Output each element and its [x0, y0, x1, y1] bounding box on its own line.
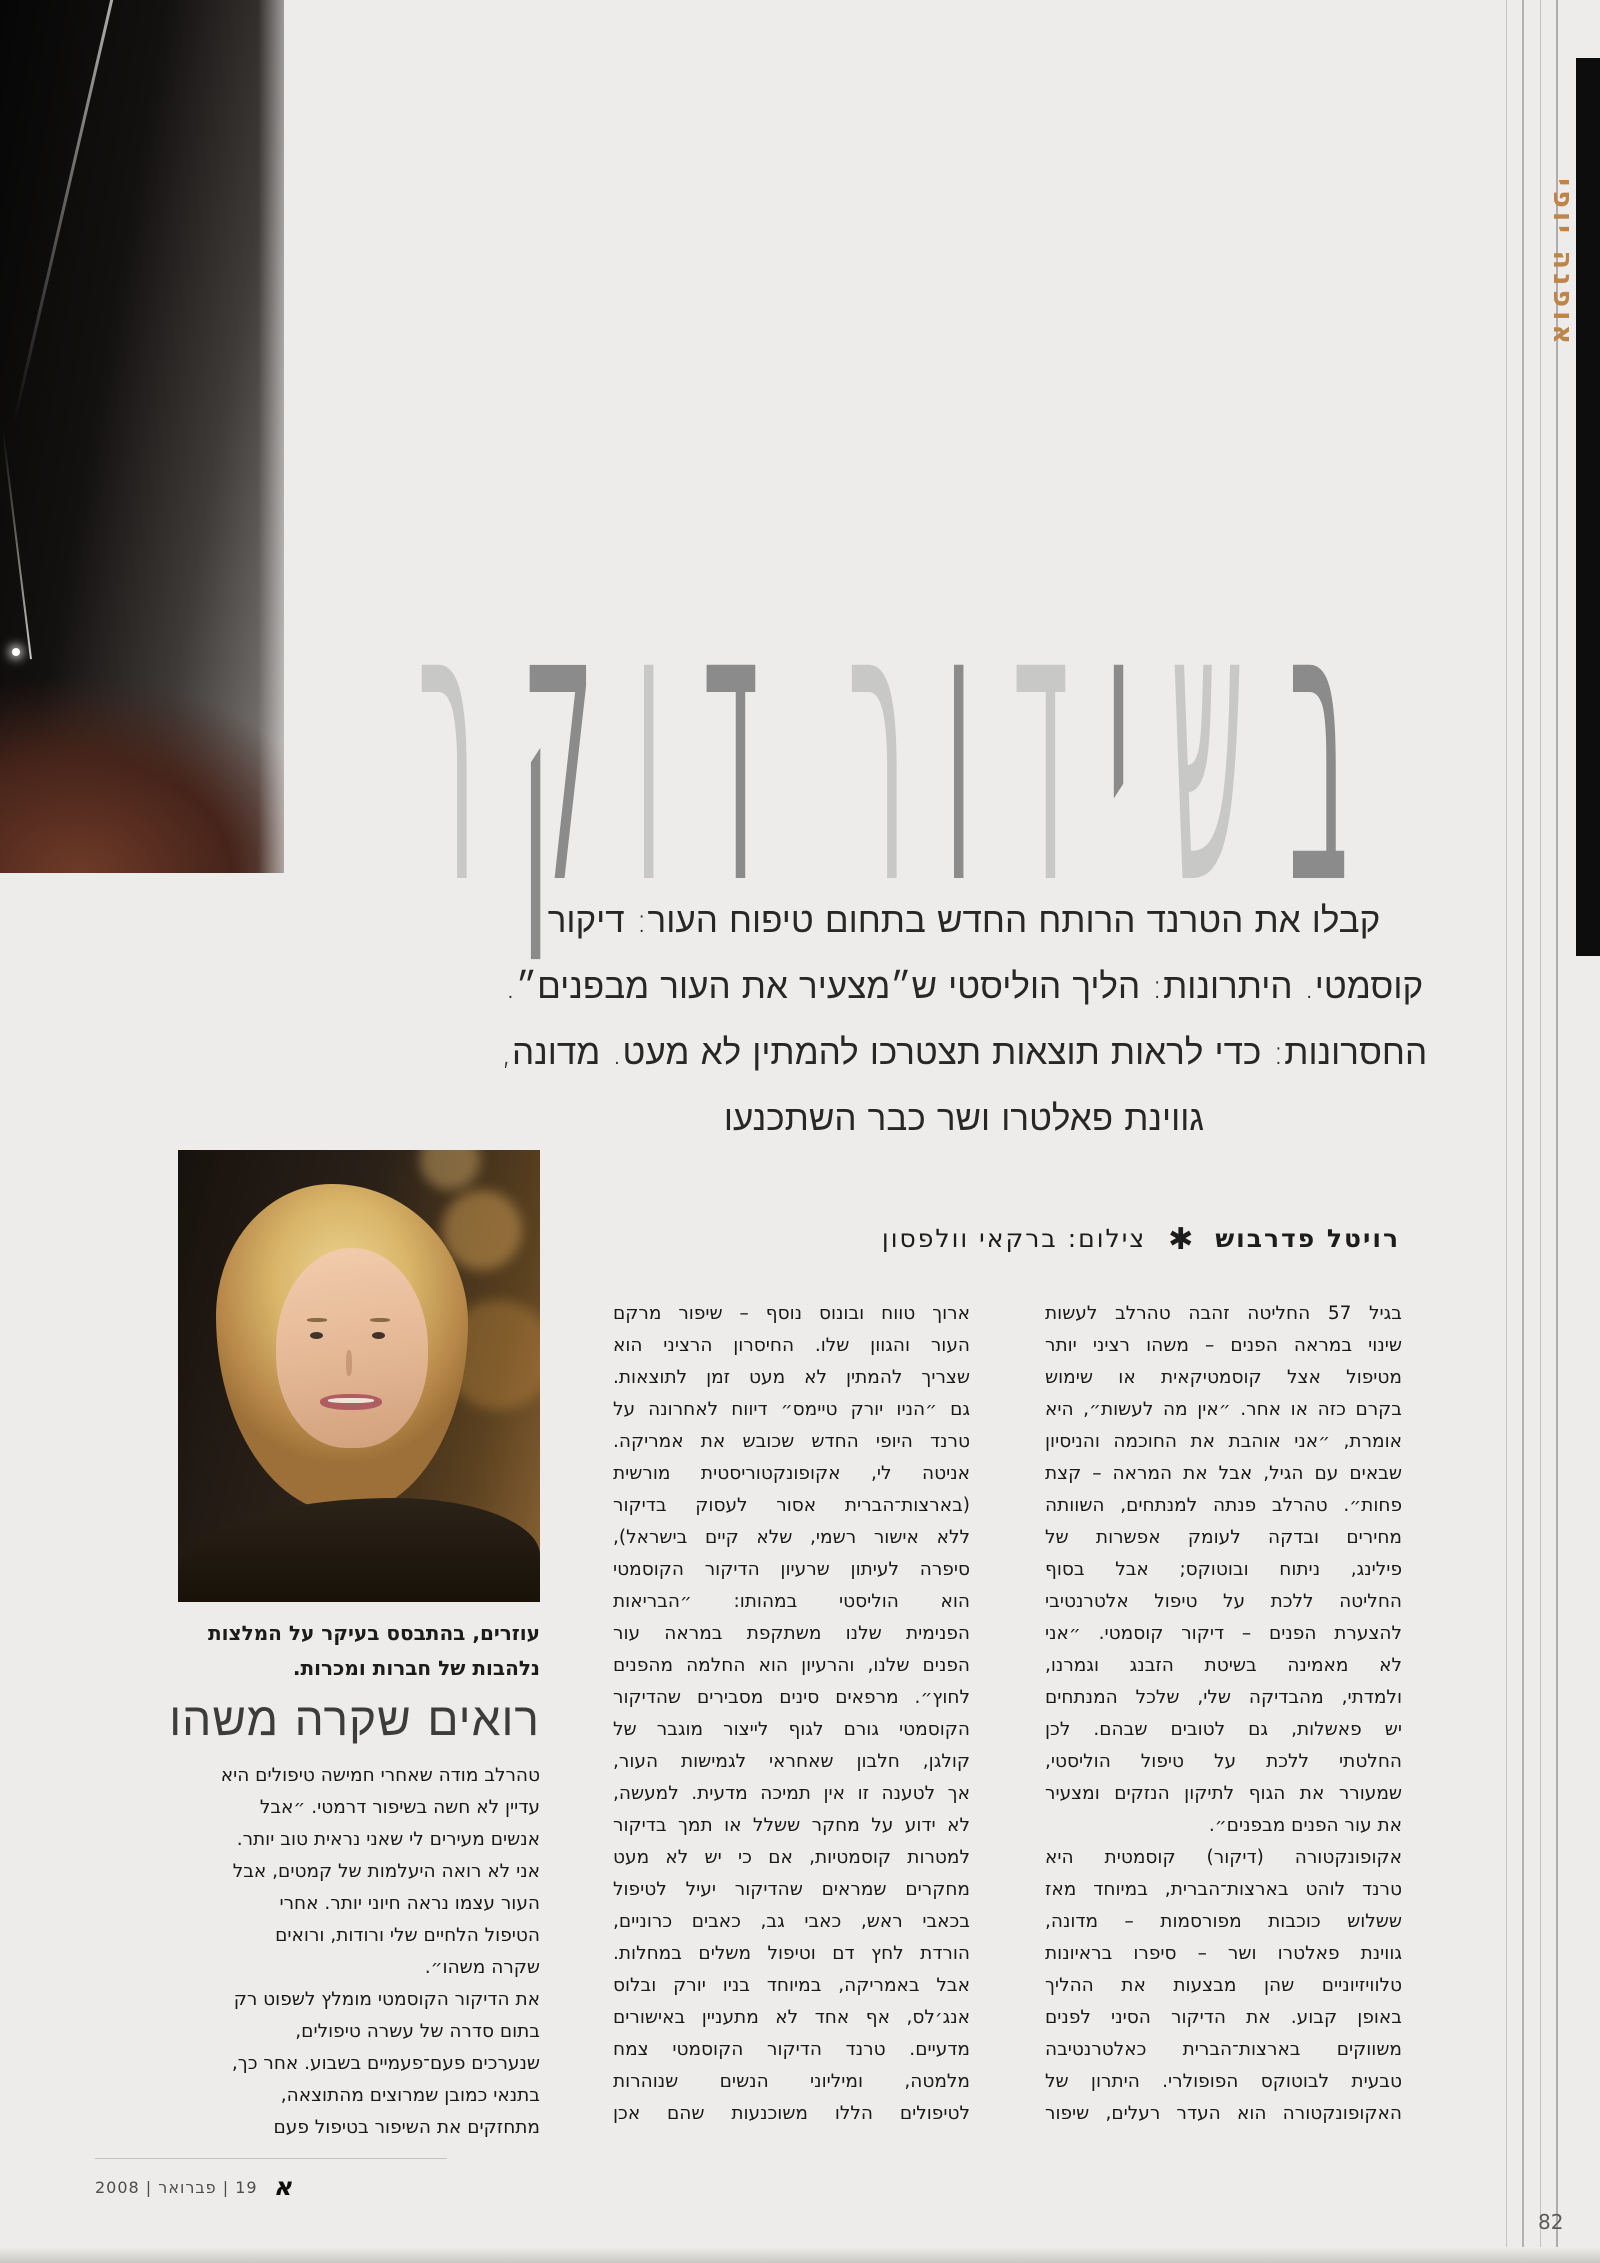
body-text-line: משווקים בארצות־הברית כאלטרנטיבה: [1045, 2039, 1402, 2060]
footer: [95, 2170, 357, 2199]
body-text-line: אבל באמריקה, במיוחד בניו יורק ובלוס: [613, 1975, 970, 1996]
body-text-line: בקרם כזה או אחר. ״אין מה לעשות״, היא: [1045, 1399, 1402, 1420]
caption-line: נלהבות של חברות ומכרות.: [292, 1656, 540, 1680]
body-text-line: פחות״. טהרלב פנתה למנתחים, השוותה: [1045, 1495, 1402, 1516]
body-text-line: שנערכים פעם־פעמיים בשבוע. אחר כך,: [231, 2053, 540, 2074]
body-text-line: טרנד לוהט בארצות־הברית, במיוחד מאז: [1045, 1879, 1402, 1900]
nose: [346, 1350, 352, 1376]
body-text-line: הטיפול הלחיים שלי ורודות, ורואים: [275, 1925, 540, 1946]
headline-letter: ר: [417, 515, 476, 971]
body-text-line: שקרה משהו״.: [424, 1957, 540, 1978]
body-text-line: אנשים מעירים לי שאני נראית טוב יותר.: [236, 1829, 540, 1850]
headline-letter: ר: [847, 515, 906, 971]
headline-letter: ו: [944, 515, 974, 971]
headline-letter: ב: [1288, 515, 1349, 971]
body-text-line: באופן קבוע. את הדיקור הסיני לפנים: [1045, 2007, 1402, 2028]
body-text-line: מדעיים. טרנד הדיקור הקוסמטי צמח: [613, 2039, 970, 2060]
body-text-line: מחקרים שמראים שהדיקור יעיל לטיפול: [613, 1879, 970, 1900]
sub-headline: רואים שקרה משהו: [169, 1692, 540, 1746]
needle-streak: [2, 431, 32, 660]
section-tab-vertical-text: אופנה יופי: [1547, 178, 1578, 348]
body-column-right: [1045, 1298, 1402, 2130]
light-streak: [12, 0, 118, 424]
body-text-line: שינוי במראה הפנים – משהו רציני יותר: [1045, 1335, 1402, 1356]
body-text-line: אך לטענה זו אין תמיכה מדעית. למעשה,: [613, 1783, 970, 1804]
body-text-line: מלמטה, ומיליוני הנשים שנוהרות: [613, 2071, 970, 2092]
byline: [700, 1220, 1400, 1255]
body-text-line: אנג׳לס, אף אחד לא מתעניין באישורים: [613, 2007, 970, 2028]
body-text-line: (בארצות־הברית אסור לעסוק בדיקור: [613, 1495, 970, 1516]
eye: [310, 1332, 323, 1339]
body-text-line: את עור הפנים מבפנים״.: [1208, 1815, 1402, 1836]
headline-letter: ק: [520, 515, 595, 971]
portrait-photo: [178, 1150, 540, 1602]
body-text-line: ששלוש כוכבות מפורסמות – מדונה,: [1045, 1911, 1402, 1932]
body-text-line: ארוך טווח ובונוס נוסף – שיפור מרקם: [613, 1303, 970, 1324]
headline-letter: י: [1106, 515, 1130, 971]
issue-date: 19 | פברואר | 2008: [95, 2178, 258, 2197]
magazine-logo: א: [273, 2172, 293, 2201]
body-text-line: החלטתי ללכת על טיפול הוליסטי,: [1045, 1751, 1402, 1772]
body-text-line: להצערת הפנים – דיקור קוסמטי. ״אני: [1045, 1623, 1402, 1644]
bokeh-light: [420, 1150, 480, 1190]
hair-shadow: [0, 643, 284, 873]
eyebrow: [307, 1318, 327, 1322]
page-curl-line: [1522, 0, 1524, 2263]
body-text-line: לא ידוע על מחקר ששלל או תמך בדיקור: [613, 1815, 970, 1836]
body-text-line: בגיל 57 החליטה זהבה טהרלב לעשות: [1045, 1303, 1402, 1324]
body-text-line: את הדיקור הקוסמטי מומלץ לשפוט רק: [233, 1989, 540, 2010]
body-text-line: הפנימית שלנו משתקפת במראה עור: [613, 1623, 970, 1644]
photo-caption: [182, 1616, 540, 1686]
headline-letter: ד: [1011, 515, 1069, 971]
body-text-line: אקופונקטורה (דיקור) קוסמטית היא: [1045, 1847, 1402, 1868]
caption-line: עוזרים, בהתבסס בעיקר על המלצות: [208, 1621, 540, 1645]
body-text-line: בתנאי כמובן שמרוצים מהתוצאה,: [280, 2085, 540, 2106]
body-text-line: אומרת, ״אני אוהבת את החוכמה והניסיון: [1045, 1431, 1402, 1452]
left-photo-strip: [0, 0, 284, 873]
body-text-line: בכאבי ראש, כאבי גב, כאבים כרוניים,: [613, 1911, 970, 1932]
body-text-line: למטרות קוסמטיות, אם כי יש לא מעט: [613, 1847, 970, 1868]
body-text-line: אני לא רואה היעלמות של קמטים, אבל: [232, 1861, 540, 1882]
subtitle-line: קבלו את הטרנד הרותח החדש בתחום טיפוח העור: דיקור: [547, 901, 1381, 941]
body-text-line: טהרלב מודה שאחרי חמישה טיפולים היא: [220, 1765, 540, 1786]
body-text-line: טלוויזיוניים שהן מבצעות את ההליך: [1045, 1975, 1402, 1996]
headline-letter: ש: [1169, 515, 1244, 971]
headline-letter: ד: [702, 515, 759, 971]
strip-fade: [258, 0, 284, 873]
body-text-line: לטיפולים הללו משוכנעות שהם אכן: [613, 2103, 970, 2124]
bokeh-light: [442, 1190, 522, 1270]
body-text-line: שצריך להמתין לא מעט זמן לתוצאות.: [613, 1367, 970, 1388]
body-text-line: העור עצמו נראה חיוני יותר. אחרי: [279, 1893, 540, 1914]
page-edge-shadow: [1576, 58, 1600, 956]
subtitle-line: קוסמטי. היתרונות: הליך הוליסטי ש״מצעיר את העור מבפנים״.: [504, 967, 1424, 1007]
eye: [372, 1332, 385, 1339]
body-text-line: לחוץ״. מרפאים סינים מסבירים שהדיקור: [613, 1687, 970, 1708]
body-text-line: עדיין לא חשה בשיפור דרמטי. ״אבל: [259, 1797, 540, 1818]
asterisk-icon: ✱: [1168, 1222, 1194, 1257]
page-bottom-shadow: [0, 2247, 1600, 2263]
subtitle: [420, 888, 1508, 1152]
body-text-line: טבעית לבוטוקס הפופולרי. היתרון של: [1045, 2071, 1402, 2092]
body-text-line: קולגן, חלבון שאחראי לגמישות העור,: [613, 1751, 970, 1772]
body-text-line: גם ״הניו יורק טיימס״ דיווח לאחרונה על: [613, 1399, 970, 1420]
body-text-line: טרנד היופי החדש שכובש את אמריקה.: [613, 1431, 970, 1452]
body-text-line: ללא אישור רשמי, שלא קיים בישראל),: [613, 1527, 970, 1548]
body-text-line: לא מאמינה בשיטת הזבנג וגמרנו,: [1045, 1655, 1402, 1676]
body-column-middle: [613, 1298, 970, 2130]
body-text-line: שבאים עם הגיל, אבל את המראה – קצת: [1045, 1463, 1402, 1484]
subtitle-line: החסרונות: כדי לראות תוצאות תצטרכו להמתין לא מעט. מדונה,: [500, 1033, 1428, 1073]
body-text-line: הפנים שלנו, והרעיון הוא החלמה מהפנים: [613, 1655, 970, 1676]
body-text-line: הוא הוליסטי במהותו: ״הבריאות: [613, 1591, 970, 1612]
body-text-line: בתום סדרה של עשרה טיפולים,: [295, 2021, 540, 2042]
body-column-left: [182, 1760, 540, 2144]
smile: [328, 1398, 374, 1403]
body-text-line: יש פאשלות, גם לטובים שבהם. לכן: [1045, 1719, 1402, 1740]
body-text-line: אניטה לי, אקופונקטוריסטית מורשית: [613, 1463, 970, 1484]
headline-letter: ו: [635, 515, 664, 971]
body-text-line: הקוסמטי גורם לגוף לייצור מוגבר של: [613, 1719, 970, 1740]
body-text-line: החליטה ללכת על טיפול אלטרנטיבי: [1045, 1591, 1402, 1612]
body-text-line: מטיפול אצל קוסמטיקאית או שימוש: [1045, 1367, 1402, 1388]
body-text-line: העור והגוון שלו. החיסרון הרציני הוא: [613, 1335, 970, 1356]
body-text-line: ולמדתי, מהבדיקה שלי, שלכל המנתחים: [1045, 1687, 1402, 1708]
body-text-line: מתחזקים את השיפור בטיפול פעם: [273, 2117, 540, 2138]
body-text-line: האקופונקטורה הוא העדר רעלים, שיפור: [1045, 2103, 1402, 2124]
face: [276, 1248, 428, 1448]
shoulders: [178, 1498, 540, 1602]
body-text-line: סיפרה לעיתון שרעיון הדיקור הקוסמטי: [613, 1559, 970, 1580]
photo-credit: צילום: ברקאי וולפסון: [881, 1224, 1147, 1253]
author-name: רויטל פדרבוש: [1215, 1224, 1400, 1253]
eyebrow: [370, 1318, 390, 1322]
body-text-line: מחירים ובדקה לעומק אפשרות של: [1045, 1527, 1402, 1548]
body-text-line: שמעורר את הגוף לתיקון הנזקים ומצעיר: [1045, 1783, 1402, 1804]
body-text-line: פילינג, ניתוח ובוטוקס; אבל בסוף: [1045, 1559, 1402, 1580]
body-text-line: גווינת פאלטרו ושר – סיפרו בראיונות: [1045, 1943, 1402, 1964]
footer-rule: [95, 2158, 447, 2159]
page-number: 82: [1538, 2210, 1564, 2234]
body-text-line: הורדת לחץ דם וטיפול משלים במחלות.: [613, 1943, 970, 1964]
subtitle-line: גווינת פאלטרו ושר כבר השתכנעו: [723, 1099, 1205, 1139]
